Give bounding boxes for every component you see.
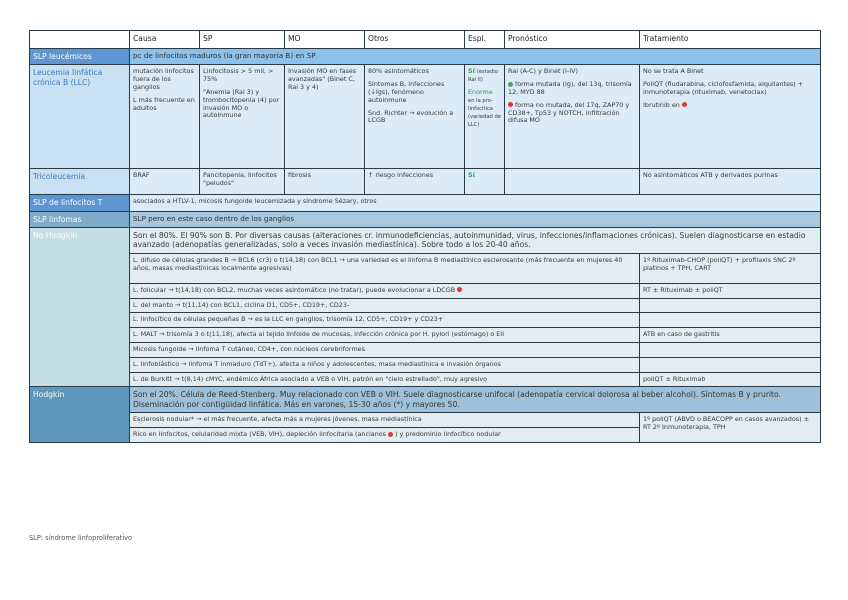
hodgkin-row-text: ) y predominio linfocítico nodular <box>395 430 501 439</box>
row-hodgkin-esclerosis <box>30 413 821 428</box>
nh-row-text: L. del manto → t(11,14) con BCL1, ciclina D1, CD5+, CD19+, CD23- <box>130 298 640 313</box>
llc-espl-sub: Enorme <box>468 88 493 97</box>
llc-causa-line: L más frecuente en adultos <box>133 95 195 112</box>
nh-row-text: L. linfoblástico → linfoma T inmaduro (TdT+), afecta a niños y adolescentes, masa mediastínica e invasión órganos <box>130 357 640 372</box>
row-nh-malt <box>30 328 821 343</box>
trico-causa: BRAF <box>130 169 200 195</box>
nh-row-treatment <box>640 342 821 357</box>
header-espl: Espl. <box>465 31 505 49</box>
bad-prognosis-dot-icon <box>388 432 393 437</box>
row-nh-ldcgb <box>30 253 821 283</box>
row-tricoleucemia <box>30 169 821 195</box>
row-nh-linfoblastico <box>30 357 821 372</box>
llc-mo: Invasión MO en fases avanzadas" (Binet C, Rai 3 y 4) <box>285 65 365 169</box>
llc-trat-line: PoliQT (fludarabina, ciclofosfamida, alquilantes) + inmunoterapia (rituximab, venetoclax) <box>643 80 804 96</box>
llc-espl-sub-note: en la pro-linfocítica (variedad de LLC) <box>468 98 501 128</box>
header-row <box>30 31 821 49</box>
row-no-hodgkin-intro <box>30 227 821 253</box>
row-nh-micosis <box>30 342 821 357</box>
llc-otros-line: Síntomas B, infecciones (↓Igs), fenómeno autoinmune <box>368 80 445 104</box>
llc-pron-good: forma mutada (Ig), del 13q, trisomía 12, MYD 88 <box>508 80 632 96</box>
trico-tratamiento: No asintomáticos ATB y derivados purinas <box>640 169 821 195</box>
hodgkin-intro: Son el 20%. Célula de Reed-Stenberg. Muy relacionado con VEB o VIH. Suele diagnosticarse unifocal (adenopatía cervical dolorosa al beber alcohol). Síntomas B y prurito. Diseminación por contigüidad linfática. Más en varones, 15-30 años (*) y mayores 50. <box>130 387 821 413</box>
llc-pron-good-line <box>508 81 636 97</box>
nh-row-treatment: 1º Rituximab-CHOP (poliQT) + profilaxis SNC 2º platinos + TPH, CART <box>640 253 821 283</box>
llc-espl-main: Sí <box>468 67 475 76</box>
llc-sp-line: "Anemia (Rai 3) y trombocitopenia (4) por invasión MO o autoinmune <box>203 87 280 120</box>
label-no-hodgkin: No Hodgkin <box>30 227 130 387</box>
llc-trat-line: Ibrutinib en <box>643 100 680 109</box>
label-llc: Leucemia linfática crónica B (LLC) <box>30 65 130 169</box>
row-slp-linfomas <box>30 211 821 227</box>
nh-row-treatment: ATB en caso de gastritis <box>640 328 821 343</box>
llc-causa-line: mutación linfocitos fuera de los ganglios <box>133 67 194 91</box>
row-hodgkin-intro <box>30 387 821 413</box>
slp-t-description: asociados a HTLV-1, micosis fungoide leucemizada y síndrome Sézary, otros <box>130 195 821 211</box>
no-hodgkin-intro: Son el 80%. El 90% son B. Por diversas causas (alteraciones cr. inmunodeficiencias, autoinmunidad, virus, infecciones/inflamaciones crónicas). Suelen diagnosticarse en estadio avanzado (adenopatías generalizadas, solo a veces invasión mediastínica). Sobre todo a los 20-40 años. <box>130 227 821 253</box>
llc-sp-line: Linfocitosis > 5 mil, > 75% <box>203 67 274 84</box>
row-nh-folicular <box>30 283 821 298</box>
trico-espl-value: Sí <box>468 171 475 180</box>
bad-prognosis-dot-icon <box>457 287 462 292</box>
llc-otros-line: 80% asintomáticos <box>368 67 429 76</box>
trico-espl <box>465 169 505 195</box>
nh-row-text: L. difuso de células grandes B → BCL6 (cr3) o t(14,18) con BCL1 → una variedad es el linfoma B mediastínico esclerosante (más frecuente en mujeres 40 años, masas mediastínicas localmente agresivas) <box>130 253 640 283</box>
llc-espl-main-note: (estadio Rai II) <box>468 69 498 84</box>
hodgkin-row-text-cell <box>130 428 640 443</box>
row-nh-manto <box>30 298 821 313</box>
nh-row-text: Micosis fungoide → linfoma T cutáneo, CD4+, con núcleos cerebriformes <box>130 342 640 357</box>
header-pronostico: Pronóstico <box>505 31 640 49</box>
nh-row-treatment <box>640 357 821 372</box>
row-slp-t <box>30 195 821 211</box>
slp-leucemicos-description: pc de linfocitos maduros (la gran mayoría B) en SP <box>130 49 821 65</box>
hodgkin-treatment: 1º poliQT (ABVD o BEACOPP en casos avanzados) ± RT 2º Inmunoterapia, TPH <box>640 413 821 443</box>
row-nh-burkitt <box>30 372 821 387</box>
nh-row-treatment: poliQT ± Rituximab <box>640 372 821 387</box>
row-llc <box>30 65 821 169</box>
label-tricoleucemia: Tricoleucemia <box>30 169 130 195</box>
row-slp-leucemicos <box>30 49 821 65</box>
slp-linfomas-description: SLP pero en este caso dentro de los ganglios <box>130 211 821 227</box>
llc-pron-title: Rai (A-C) y Binet (I-IV) <box>508 67 578 76</box>
trico-otros: ↑ riesgo infecciones <box>365 169 465 195</box>
llc-trat-last <box>643 102 817 110</box>
header-mo: MO <box>285 31 365 49</box>
header-causa: Causa <box>130 31 200 49</box>
trico-pronostico <box>505 169 640 195</box>
llc-espl <box>465 65 505 169</box>
llc-pron-bad: forma no mutada, del 17q, ZAP70 y CD38+, Tp53 y NOTCH, infiltración difusa MO <box>508 100 630 125</box>
nh-row-text: L. de Burkitt → t(8,14) cMYC, endémico África asociado a VEB o VIH, patrón en "cielo estrellado", muy agresivo <box>130 372 640 387</box>
header-tratamiento: Tratamiento <box>640 31 821 49</box>
label-slp-leucemicos: SLP leucémicos <box>30 49 130 65</box>
row-nh-linfocitico <box>30 313 821 328</box>
llc-pronostico <box>505 65 640 169</box>
bad-prognosis-dot-icon <box>508 102 513 107</box>
nh-row-treatment <box>640 313 821 328</box>
llc-trat-line: No se trata A Binet <box>643 67 704 76</box>
good-prognosis-dot-icon <box>508 82 513 87</box>
llc-pron-bad-line <box>508 102 636 125</box>
header-otros: Otros <box>365 31 465 49</box>
llc-otros-line: Snd. Richter → evolución a LCGB <box>368 108 454 125</box>
nh-row-text: L. linfocítico de células pequeñas B → es la LLC en ganglios, trisomía 12, CD5+, CD19+ y CD23+ <box>130 313 640 328</box>
llc-tratamiento <box>640 65 821 169</box>
header-sp: SP <box>200 31 285 49</box>
hodgkin-row-text: Esclerosis nodular* → el más frecuente, afecta más a mujeres jóvenes, masa mediastínica <box>130 413 640 428</box>
label-slp-linfomas: SLP linfomas <box>30 211 130 227</box>
label-slp-t: SLP de linfocitos T <box>30 195 130 211</box>
llc-sp <box>200 65 285 169</box>
trico-mo: fibrosis <box>285 169 365 195</box>
nh-row-treatment <box>640 298 821 313</box>
trico-sp: Pancitopenia, linfocitos "peludos" <box>200 169 285 195</box>
bad-prognosis-dot-icon <box>682 102 687 107</box>
lymphoproliferative-table <box>29 30 821 443</box>
header-corner <box>30 31 130 49</box>
nh-row-text: L. folicular → t(14,18) con BCL2, muchas veces asintomático (no tratar), puede evolucionar a LDCGB <box>133 285 456 294</box>
nh-row-text-cell <box>130 283 640 298</box>
label-hodgkin: Hodgkin <box>30 387 130 443</box>
llc-otros <box>365 65 465 169</box>
nh-row-treatment: RT ± Rituximab ± poliQT <box>640 283 821 298</box>
llc-causa <box>130 65 200 169</box>
hodgkin-row-text: Rico en linfocitos, celularidad mixta (VEB, VIH), depleción linfocitaria (ancianos <box>133 430 386 439</box>
nh-row-text: L. MALT → trisomía 3 o t(11,18), afecta al tejido linfoide de mucosas, infección crónica por H. pylori (estómago) o EII <box>130 328 640 343</box>
footnote: SLP: síndrome linfoproliferativo <box>29 534 133 542</box>
